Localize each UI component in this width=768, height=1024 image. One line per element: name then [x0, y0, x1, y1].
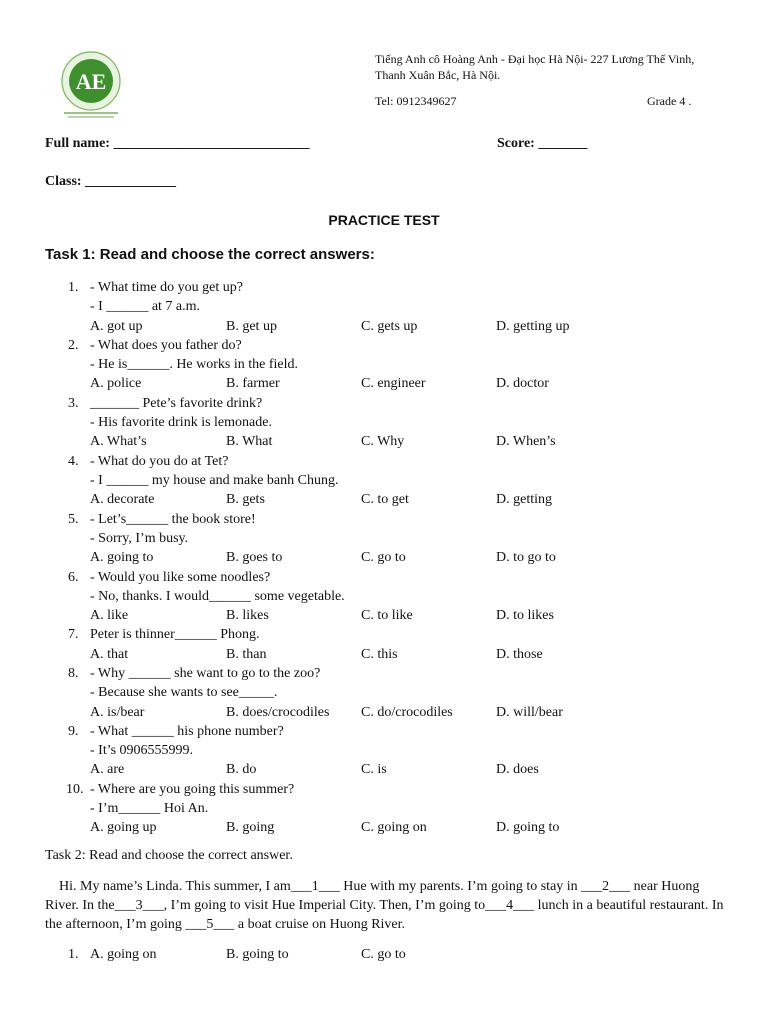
option-c: C. this: [361, 646, 398, 662]
option-c: C. go to: [361, 550, 406, 566]
option-c: C. to get: [361, 492, 409, 508]
question-number: 6.: [68, 569, 79, 585]
school-logo: [52, 50, 130, 120]
question-number: 1.: [68, 280, 79, 295]
answer-text: - No, thanks. I would______ some vegetable.: [90, 588, 345, 604]
option-a: A. decorate: [90, 492, 155, 508]
option-c: C. is: [361, 762, 387, 778]
option-c: C. going on: [361, 820, 427, 836]
answer-text: - Because she wants to see_____.: [90, 685, 278, 701]
option-b: B. What: [226, 434, 273, 450]
option-d: D. does: [496, 762, 539, 778]
option-a: A. What’s: [90, 434, 147, 450]
option-b: B. gets: [226, 492, 265, 508]
option-a: A. is/bear: [90, 704, 145, 720]
answer-text: - It’s 0906555999.: [90, 743, 194, 759]
option-a: A. got up: [90, 318, 143, 334]
question-number: 1.: [68, 947, 79, 962]
school-tel: Tel: 0912349627: [375, 94, 457, 108]
question-text: - Why ______ she want to go to the zoo?: [90, 666, 321, 681]
school-address-line2: Thanh Xuân Bắc, Hà Nội.: [375, 68, 501, 82]
option-d: D. getting: [496, 492, 552, 508]
option-b: B. get up: [226, 318, 277, 334]
question-number: 9.: [68, 723, 79, 739]
question-number: 8.: [68, 666, 79, 681]
option-a: A. like: [90, 608, 129, 624]
score-field: Score: _______: [497, 136, 588, 151]
option-b: B. likes: [226, 608, 269, 624]
class-field: Class: _____________: [45, 174, 177, 189]
option-c: C. go to: [361, 947, 406, 962]
option-d: D. to go to: [496, 550, 556, 566]
task2-paragraph: Hi. My name’s Linda. This summer, I am___1___ Hue with my parents. I’m going to stay in ___2___ near Huong River. In the___3___, I’m going to visit Hue Imperial City. Then, I’m going to___4___ lunch in a beautiful restaurant. In the afternoon, I’m going ___5___ a boat cruise on Huong River.: [45, 879, 727, 932]
task2-heading: Task 2: Read and choose the correct answer.: [45, 848, 293, 863]
answer-text: - I ______ my house and make banh Chung.: [90, 472, 339, 488]
question-text: Peter is thinner______ Phong.: [90, 627, 260, 643]
option-b: B. farmer: [226, 376, 280, 392]
question-text: - Where are you going this summer?: [90, 781, 295, 797]
option-d: D. going to: [496, 820, 560, 836]
option-a: A. going up: [90, 820, 157, 836]
option-c: C. engineer: [361, 376, 426, 392]
question-number: 5.: [68, 511, 79, 527]
option-d: D. getting up: [496, 318, 570, 334]
answer-text: - I’m______ Hoi An.: [90, 801, 209, 817]
question-text: - What ______ his phone number?: [90, 723, 284, 739]
option-b: B. going: [226, 820, 275, 836]
option-c: C. Why: [361, 434, 405, 450]
question-text: _______ Pete’s favorite drink?: [90, 395, 263, 411]
question-number: 7.: [68, 627, 79, 643]
question-text: - What time do you get up?: [90, 280, 243, 295]
option-c: C. to like: [361, 608, 413, 624]
option-c: C. do/crocodiles: [361, 704, 453, 720]
option-a: A. police: [90, 376, 142, 392]
option-d: D. When’s: [496, 434, 556, 450]
answer-text: - I ______ at 7 a.m.: [90, 299, 201, 315]
question-text: - What does you father do?: [90, 337, 242, 353]
option-c: C. gets up: [361, 318, 418, 334]
logo-text: AE: [75, 69, 107, 94]
option-d: D. to likes: [496, 608, 554, 624]
full-name-field: Full name: ____________________________: [45, 136, 310, 151]
answer-text: - He is______. He works in the field.: [90, 357, 299, 373]
question-number: 10.: [66, 781, 84, 797]
answer-text: - His favorite drink is lemonade.: [90, 415, 272, 431]
option-d: D. will/bear: [496, 704, 563, 720]
option-b: B. going to: [226, 947, 289, 962]
option-a: A. going on: [90, 947, 157, 962]
option-d: D. doctor: [496, 376, 549, 392]
option-b: B. does/crocodiles: [226, 704, 330, 720]
task1-heading: Task 1: Read and choose the correct answers:: [45, 246, 375, 263]
option-b: B. do: [226, 762, 257, 778]
question-text: - Would you like some noodles?: [90, 569, 271, 585]
question-text: - Let’s______ the book store!: [90, 511, 256, 527]
page-title: PRACTICE TEST: [328, 212, 440, 228]
question-text: - What do you do at Tet?: [90, 453, 229, 469]
option-b: B. than: [226, 646, 267, 662]
option-b: B. goes to: [226, 550, 283, 566]
option-a: A. going to: [90, 550, 154, 566]
option-a: A. that: [90, 646, 129, 662]
question-number: 2.: [68, 337, 79, 353]
option-a: A. are: [90, 762, 125, 778]
school-address-line1: Tiếng Anh cô Hoàng Anh - Đại học Hà Nội- 227 Lương Thế Vinh,: [375, 52, 695, 66]
question-number: 3.: [68, 395, 79, 411]
question-number: 4.: [68, 453, 79, 469]
option-d: D. those: [496, 646, 543, 662]
grade-label: Grade 4 .: [647, 94, 692, 108]
answer-text: - Sorry, I’m busy.: [90, 530, 189, 546]
